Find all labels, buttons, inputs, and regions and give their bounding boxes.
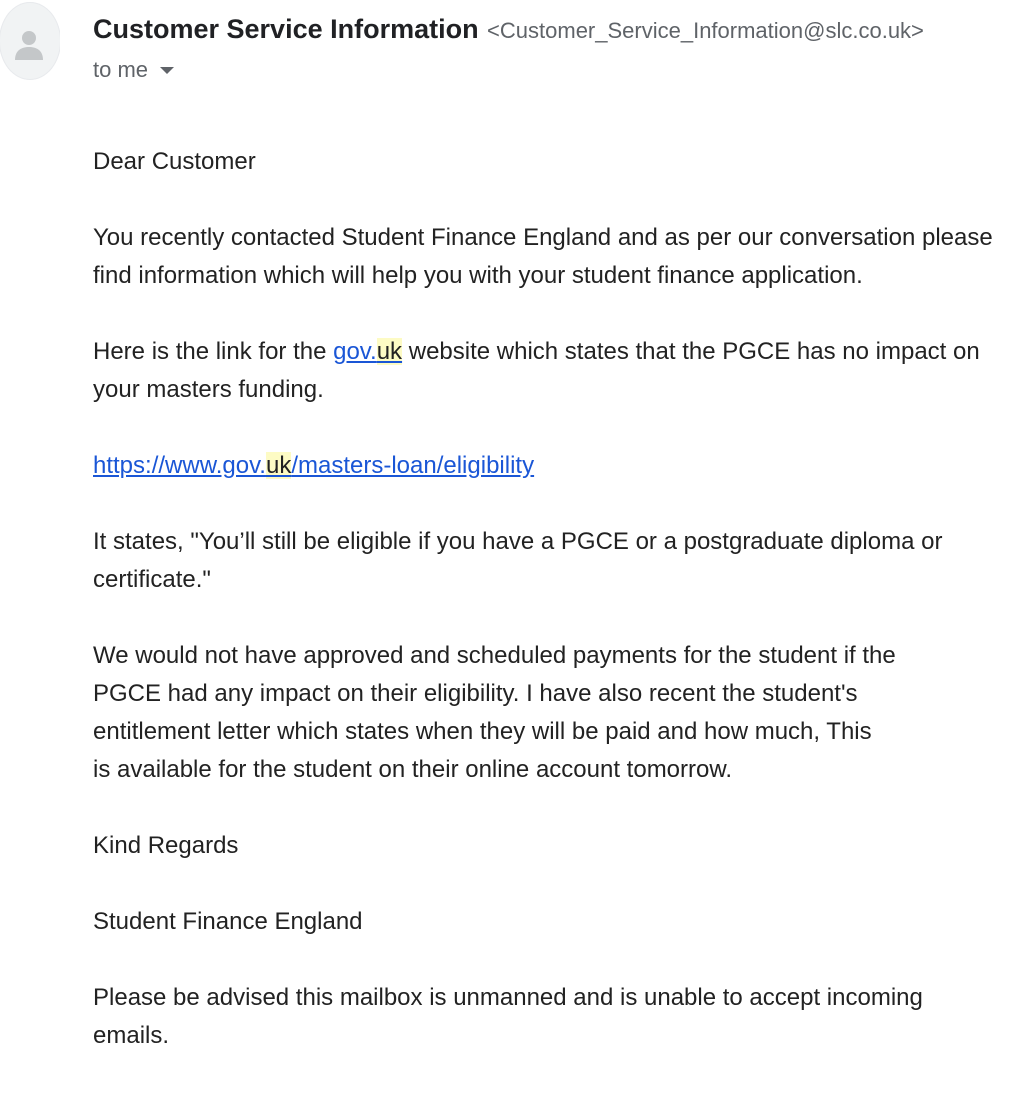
eligibility-url-highlight: uk bbox=[265, 452, 292, 479]
person-icon bbox=[14, 29, 44, 61]
link-paragraph bbox=[93, 333, 998, 409]
eligibility-url-end: /masters-loan/eligibility bbox=[291, 452, 535, 479]
sender-line bbox=[93, 12, 1013, 51]
sender-avatar[interactable] bbox=[0, 2, 60, 80]
payments-line-1: We would not have approved and scheduled payments for the student if the bbox=[93, 642, 896, 669]
link-paragraph-after: website which states that the PGCE has no impact on your masters funding. bbox=[93, 338, 980, 403]
email-body bbox=[93, 143, 998, 1055]
email-header bbox=[93, 12, 1013, 83]
gov-uk-link[interactable] bbox=[333, 338, 402, 365]
recipient-label: to me bbox=[93, 57, 149, 82]
intro-paragraph: You recently contacted Student Finance England and as per our conversation please find information which will help you with your student finance application. bbox=[93, 224, 993, 289]
payments-line-2: PGCE had any impact on their eligibility. I have also recent the student's bbox=[93, 680, 858, 707]
disclaimer: Please be advised this mailbox is unmanned and is unable to accept incoming emails. bbox=[93, 984, 923, 1049]
gov-uk-link-highlight: uk bbox=[376, 338, 403, 365]
chevron-down-icon[interactable] bbox=[160, 67, 174, 74]
eligibility-url-link[interactable] bbox=[93, 452, 534, 479]
payments-line-4: is available for the student on their online account tomorrow. bbox=[93, 756, 733, 783]
url-paragraph bbox=[93, 447, 998, 485]
payments-paragraph bbox=[93, 637, 998, 789]
eligibility-url-start: https://www.gov. bbox=[93, 452, 266, 479]
sender-email: <Customer_Service_Information@slc.co.uk> bbox=[487, 18, 924, 43]
signature: Student Finance England bbox=[93, 908, 363, 935]
sender-name[interactable]: Customer Service Information bbox=[93, 14, 479, 44]
payments-line-3: entitlement letter which states when they will be paid and how much, This bbox=[93, 718, 872, 745]
quote-paragraph: It states, "You’ll still be eligible if you have a PGCE or a postgraduate diploma or certificate." bbox=[93, 528, 943, 593]
greeting: Dear Customer bbox=[93, 148, 256, 175]
link-paragraph-before: Here is the link for the bbox=[93, 338, 334, 365]
signoff: Kind Regards bbox=[93, 832, 239, 859]
gov-uk-link-text: gov. bbox=[333, 338, 377, 365]
recipient-details-toggle[interactable] bbox=[93, 57, 1013, 83]
